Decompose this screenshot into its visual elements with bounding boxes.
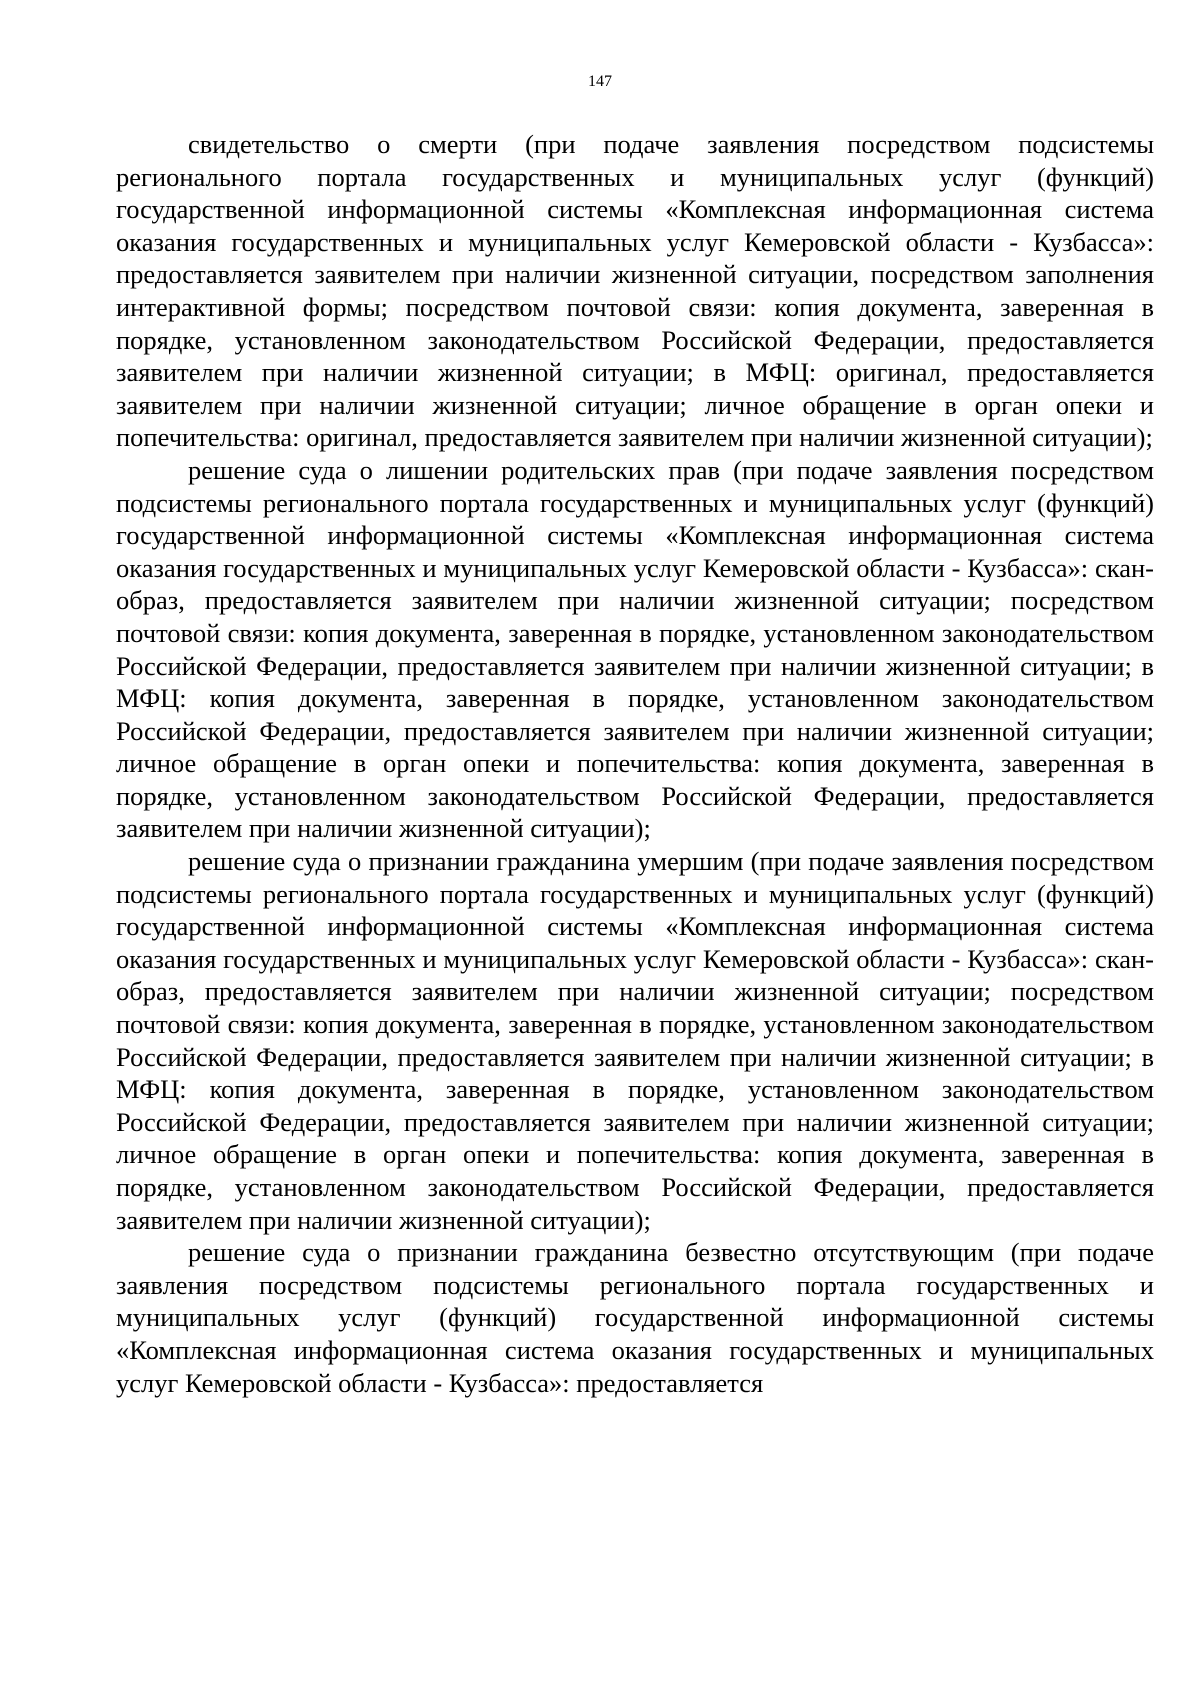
page-number: 147 <box>588 73 612 90</box>
paragraph-deprivation-of-parental-rights: решение суда о лишении родительских прав (при подаче заявления посредством подсистемы регионального портала государственных и муниципальных услуг (функций) государственной информационной системы «Комплексная информационная система оказания государственных и муниципальных услуг Кемеровской области - Кузбасса»: скан-образ, предоставляется заявителем при наличии жизненной ситуации; посредством почтовой связи: копия документа, заверенная в порядке, установленном законодательством Российской Федерации, предоставляется заявителем при наличии жизненной ситуации; в МФЦ: копия документа, заверенная в порядке, установленном законодательством Российской Федерации, предоставляется заявителем при наличии жизненной ситуации; личное обращение в орган опеки и попечительства: копия документа, заверенная в порядке, установленном законодательством Российской Федерации, предоставляется заявителем при наличии жизненной ситуации); <box>116 454 1154 844</box>
paragraph-declaration-missing: решение суда о признании гражданина безвестно отсутствующим (при подаче заявления посредством подсистемы регионального портала государственных и муниципальных услуг (функций) государственной информационной системы «Комплексная информационная система оказания государственных и муниципальных услуг Кемеровской области - Кузбасса»: предоставляется <box>116 1237 1154 1398</box>
paragraph-death-certificate: свидетельство о смерти (при подаче заявления посредством подсистемы регионального портала государственных и муниципальных услуг (функций) государственной информационной системы «Комплексная информационная система оказания государственных и муниципальных услуг Кемеровской области - Кузбасса»: предоставляется заявителем при наличии жизненной ситуации, посредством заполнения интерактивной формы; посредством почтовой связи: копия документа, заверенная в порядке, установленном законодательством Российской Федерации, предоставляется заявителем при наличии жизненной ситуации; в МФЦ: оригинал, предоставляется заявителем при наличии жизненной ситуации; личное обращение в орган опеки и попечительства: оригинал, предоставляется заявителем при наличии жизненной ситуации); <box>116 129 1154 453</box>
document-body <box>116 128 1154 1399</box>
paragraph-declaration-of-death: решение суда о признании гражданина умершим (при подаче заявления посредством подсистемы регионального портала государственных и муниципальных услуг (функций) государственной информационной системы «Комплексная информационная система оказания государственных и муниципальных услуг Кемеровской области - Кузбасса»: скан-образ, предоставляется заявителем при наличии жизненной ситуации; посредством почтовой связи: копия документа, заверенная в порядке, установленном законодательством Российской Федерации, предоставляется заявителем при наличии жизненной ситуации; в МФЦ: копия документа, заверенная в порядке, установленном законодательством Российской Федерации, предоставляется заявителем при наличии жизненной ситуации; личное обращение в орган опеки и попечительства: копия документа, заверенная в порядке, установленном законодательством Российской Федерации, предоставляется заявителем при наличии жизненной ситуации); <box>116 846 1154 1235</box>
